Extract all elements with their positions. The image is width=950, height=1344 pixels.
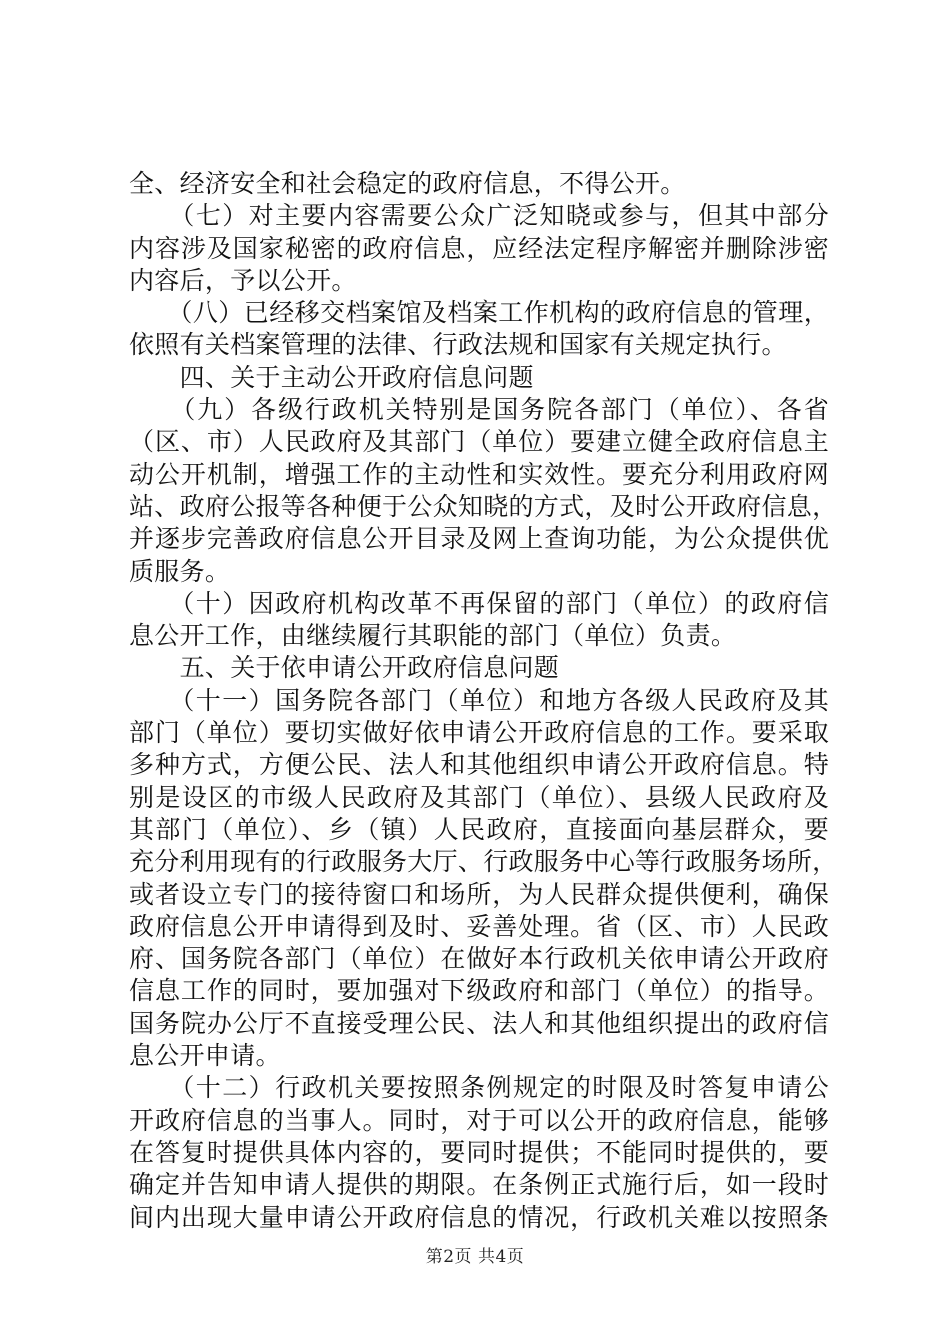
text-line: 质服务。 (129, 556, 231, 586)
text-line: （七）对主要内容需要公众广泛知晓或参与，但其中部分 (129, 201, 829, 231)
text-line: 五、关于依申请公开政府信息问题 (129, 653, 560, 683)
text-line: 信息工作的同时，要加强对下级政府和部门（单位）的指导。 (129, 976, 829, 1006)
text-line: 依照有关档案管理的法律、行政法规和国家有关规定执行。 (129, 330, 787, 360)
text-line: （区、市）人民政府及其部门（单位）要建立健全政府信息主 (129, 427, 829, 457)
text-line: 站、政府公报等各种便于公众知晓的方式，及时公开政府信息， (129, 491, 838, 521)
text-line: 别是设区的市级人民政府及其部门（单位）、县级人民政府及 (129, 782, 829, 812)
text-line: （九）各级行政机关特别是国务院各部门（单位）、各省 (129, 395, 829, 425)
text-line: 国务院办公厅不直接受理公民、法人和其他组织提出的政府信 (129, 1008, 829, 1038)
text-line: （十二）行政机关要按照条例规定的时限及时答复申请公 (129, 1073, 829, 1103)
document-body (129, 168, 838, 1234)
text-line: 在答复时提供具体内容的，要同时提供；不能同时提供的，要 (129, 1137, 829, 1167)
text-line: 内容后，予以公开。 (129, 265, 357, 295)
text-line: （十一）国务院各部门（单位）和地方各级人民政府及其 (129, 685, 829, 715)
text-line: 息公开工作，由继续履行其职能的部门（单位）负责。 (129, 621, 737, 651)
text-line: 确定并告知申请人提供的期限。在条例正式施行后，如一段时 (129, 1170, 829, 1200)
text-line: （八）已经移交档案馆及档案工作机构的政府信息的管理， (129, 298, 829, 328)
text-line: 内容涉及国家秘密的政府信息，应经法定程序解密并删除涉密 (129, 233, 829, 263)
text-line: 或者设立专门的接待窗口和场所，为人民群众提供便利，确保 (129, 879, 829, 909)
text-line: 四、关于主动公开政府信息问题 (129, 362, 534, 392)
text-line: 其部门（单位）、乡（镇）人民政府，直接面向基层群众，要 (129, 814, 829, 844)
text-line: （十）因政府机构改革不再保留的部门（单位）的政府信 (129, 588, 829, 618)
text-line: 府、国务院各部门（单位）在做好本行政机关依申请公开政府 (129, 944, 829, 974)
page-footer: 第2页 共4页 (425, 1247, 525, 1267)
text-line: 全、经济安全和社会稳定的政府信息，不得公开。 (129, 169, 686, 198)
text-line: 充分利用现有的行政服务大厅、行政服务中心等行政服务场所， (129, 847, 838, 877)
text-line: 息公开申请。 (129, 1041, 281, 1071)
text-line: 多种方式，方便公民、法人和其他组织申请公开政府信息。特 (129, 750, 829, 780)
text-line: 并逐步完善政府信息公开目录及网上查询功能，为公众提供优 (129, 524, 829, 554)
text-line: 间内出现大量申请公开政府信息的情况，行政机关难以按照条 (129, 1202, 829, 1232)
text-line: 部门（单位）要切实做好依申请公开政府信息的工作。要采取 (129, 718, 829, 748)
text-line: 政府信息公开申请得到及时、妥善处理。省（区、市）人民政 (129, 911, 829, 941)
text-line: 动公开机制，增强工作的主动性和实效性。要充分利用政府网 (129, 459, 829, 489)
text-line: 开政府信息的当事人。同时，对于可以公开的政府信息，能够 (129, 1105, 829, 1135)
